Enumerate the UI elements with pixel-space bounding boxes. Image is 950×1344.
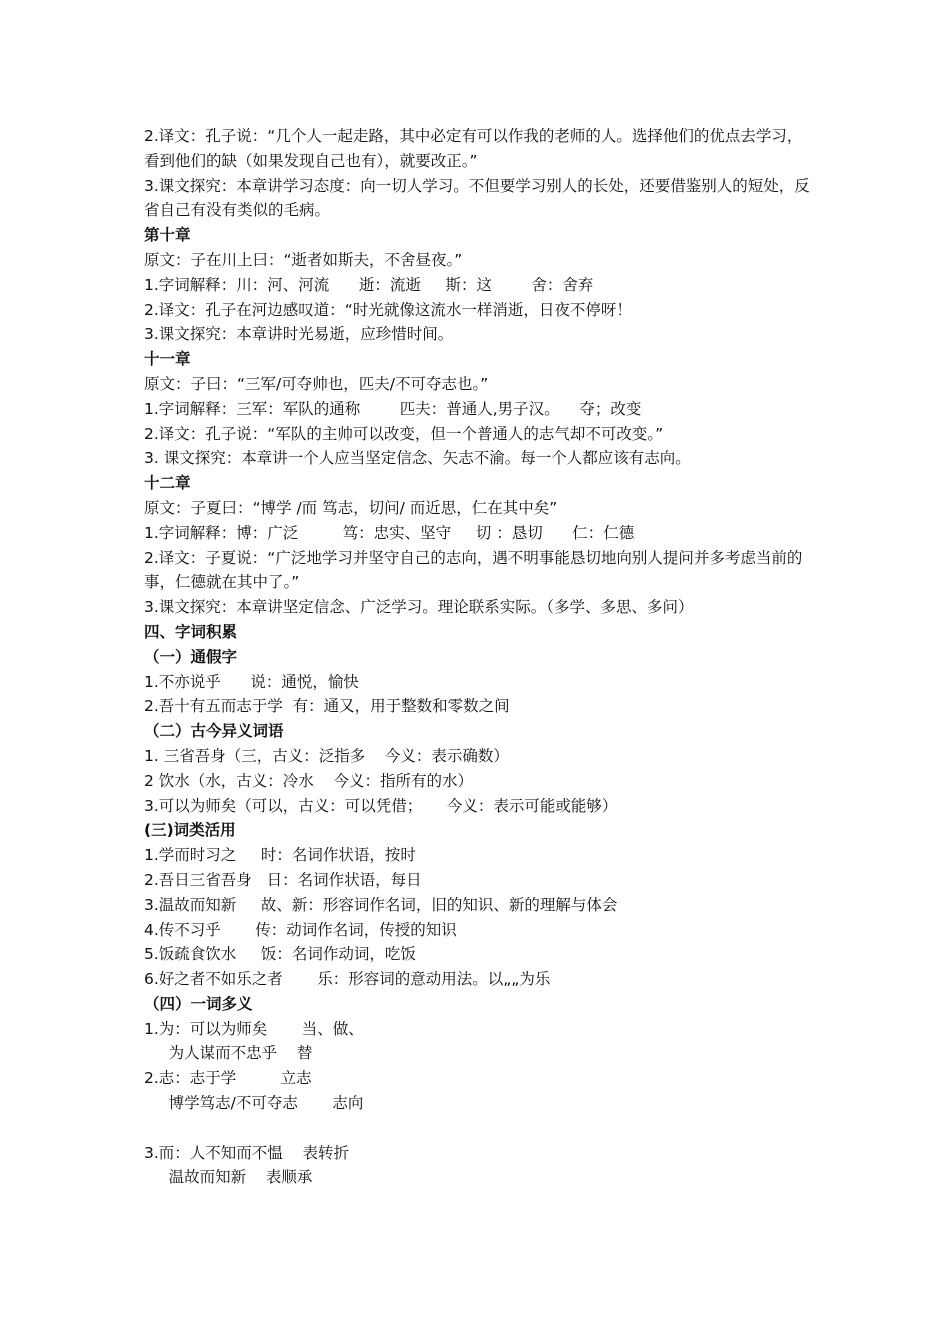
text-line: 原文：子在川上曰：“逝者如斯夫，不舍昼夜。” <box>144 250 463 269</box>
text-line: 1.字词解释：三军：军队的通称 匹夫：普通人,男子汉。 夺；改变 <box>144 399 642 418</box>
text-line: 3.课文探究：本章讲学习态度：向一切人学习。不但要学习别人的长处，还要借鉴别人的短处，反省自己有没有类似的毛病。 <box>144 176 810 220</box>
text-line: 原文：子曰：“三军/可夺帅也，匹夫/不可夺志也。” <box>144 374 489 393</box>
text-line: 3.课文探究：本章讲坚定信念、广泛学习。理论联系实际。（多学、多思、多问） <box>144 598 694 617</box>
text-line: 1.为：可以为师矣 当、做、 <box>144 1019 364 1038</box>
text-line: 2.志：志于学 立志 <box>144 1069 312 1088</box>
text-line: 3. 课文探究：本章讲一个人应当坚定信念、矢志不渝。每一个人都应该有志向。 <box>144 449 691 468</box>
section-heading: 四、字词积累 <box>144 622 238 641</box>
text-line: 2.译文：孔子在河边感叹道：“时光就像这流水一样消逝，日夜不停呀！ <box>144 300 632 319</box>
text-line: 3.温故而知新 故、新：形容词作名词，旧的知识、新的理解与体会 <box>144 895 618 914</box>
text-line: 1.字词解释：川：河、河流 逝：流逝 斯：这 舍：舍弃 <box>144 275 594 294</box>
subsection-heading: （四）一词多义 <box>144 994 253 1013</box>
text-line: 1.学而时习之 时：名词作状语，按时 <box>144 846 416 865</box>
text-line: 2.吾日三省吾身 日：名词作状语，每日 <box>144 870 422 889</box>
text-line: 3.课文探究：本章讲时光易逝，应珍惜时间。 <box>144 325 454 344</box>
text-line: 3.可以为师矣（可以，古义：可以凭借； 今义：表示可能或能够） <box>144 796 618 815</box>
text-line: 2.译文：孔子说：“几个人一起走路，其中必定有可以作我的老师的人。选择他们的优点去学习，看到他们的缺（如果发现自己也有），就要改正。” <box>144 127 803 170</box>
text-line: 为人谋而不忠乎 替 <box>144 1044 313 1063</box>
subsection-heading: (三)词类活用 <box>144 821 236 840</box>
text-line: 1.不亦说乎 说：通悦，愉快 <box>144 672 359 691</box>
text-line: 4.传不习乎 传：动词作名词，传授的知识 <box>144 920 457 939</box>
text-line: 2 饮水（水，古义：冷水 今义：指所有的水） <box>144 771 473 790</box>
text-line: 温故而知新 表顺承 <box>144 1168 313 1187</box>
subsection-heading: （二）古今异义词语 <box>144 722 284 741</box>
text-line: 2.吾十有五而志于学 有：通又，用于整数和零数之间 <box>144 697 510 716</box>
text-line: 3.而：人不知而不愠 表转折 <box>144 1143 349 1162</box>
text-line: 1. 三省吾身（三，古义：泛指多 今义：表示确数） <box>144 746 509 765</box>
subsection-heading: （一）通假字 <box>144 647 238 666</box>
section-heading: 第十章 <box>144 226 191 245</box>
document-page <box>144 124 814 1190</box>
section-heading: 十一章 <box>144 350 191 369</box>
text-line: 原文：子夏曰：“博学 /而 笃志，切问/ 而近思，仁在其中矣” <box>144 498 558 517</box>
text-line: 2.译文：子夏说：“广泛地学习并坚守自己的志向，遇不明事能恳切地向别人提问并多考虑当前的事，仁德就在其中了。” <box>144 548 803 592</box>
text-line: 2.译文：孔子说：“军队的主帅可以改变，但一个普通人的志气却不可改变。” <box>144 424 664 443</box>
text-line: 1.字词解释：博：广泛 笃：忠实、坚守 切 ：恳切 仁：仁德 <box>144 523 635 542</box>
text-line: 6.好之者不如乐之者 乐：形容词的意动用法。以„„为乐 <box>144 970 551 989</box>
text-line: 5.饭疏食饮水 饭：名词作动词，吃饭 <box>144 945 416 964</box>
section-heading: 十二章 <box>144 474 191 493</box>
text-line: 博学笃志/不可夺志 志向 <box>144 1094 364 1113</box>
blank-line <box>144 1116 814 1141</box>
